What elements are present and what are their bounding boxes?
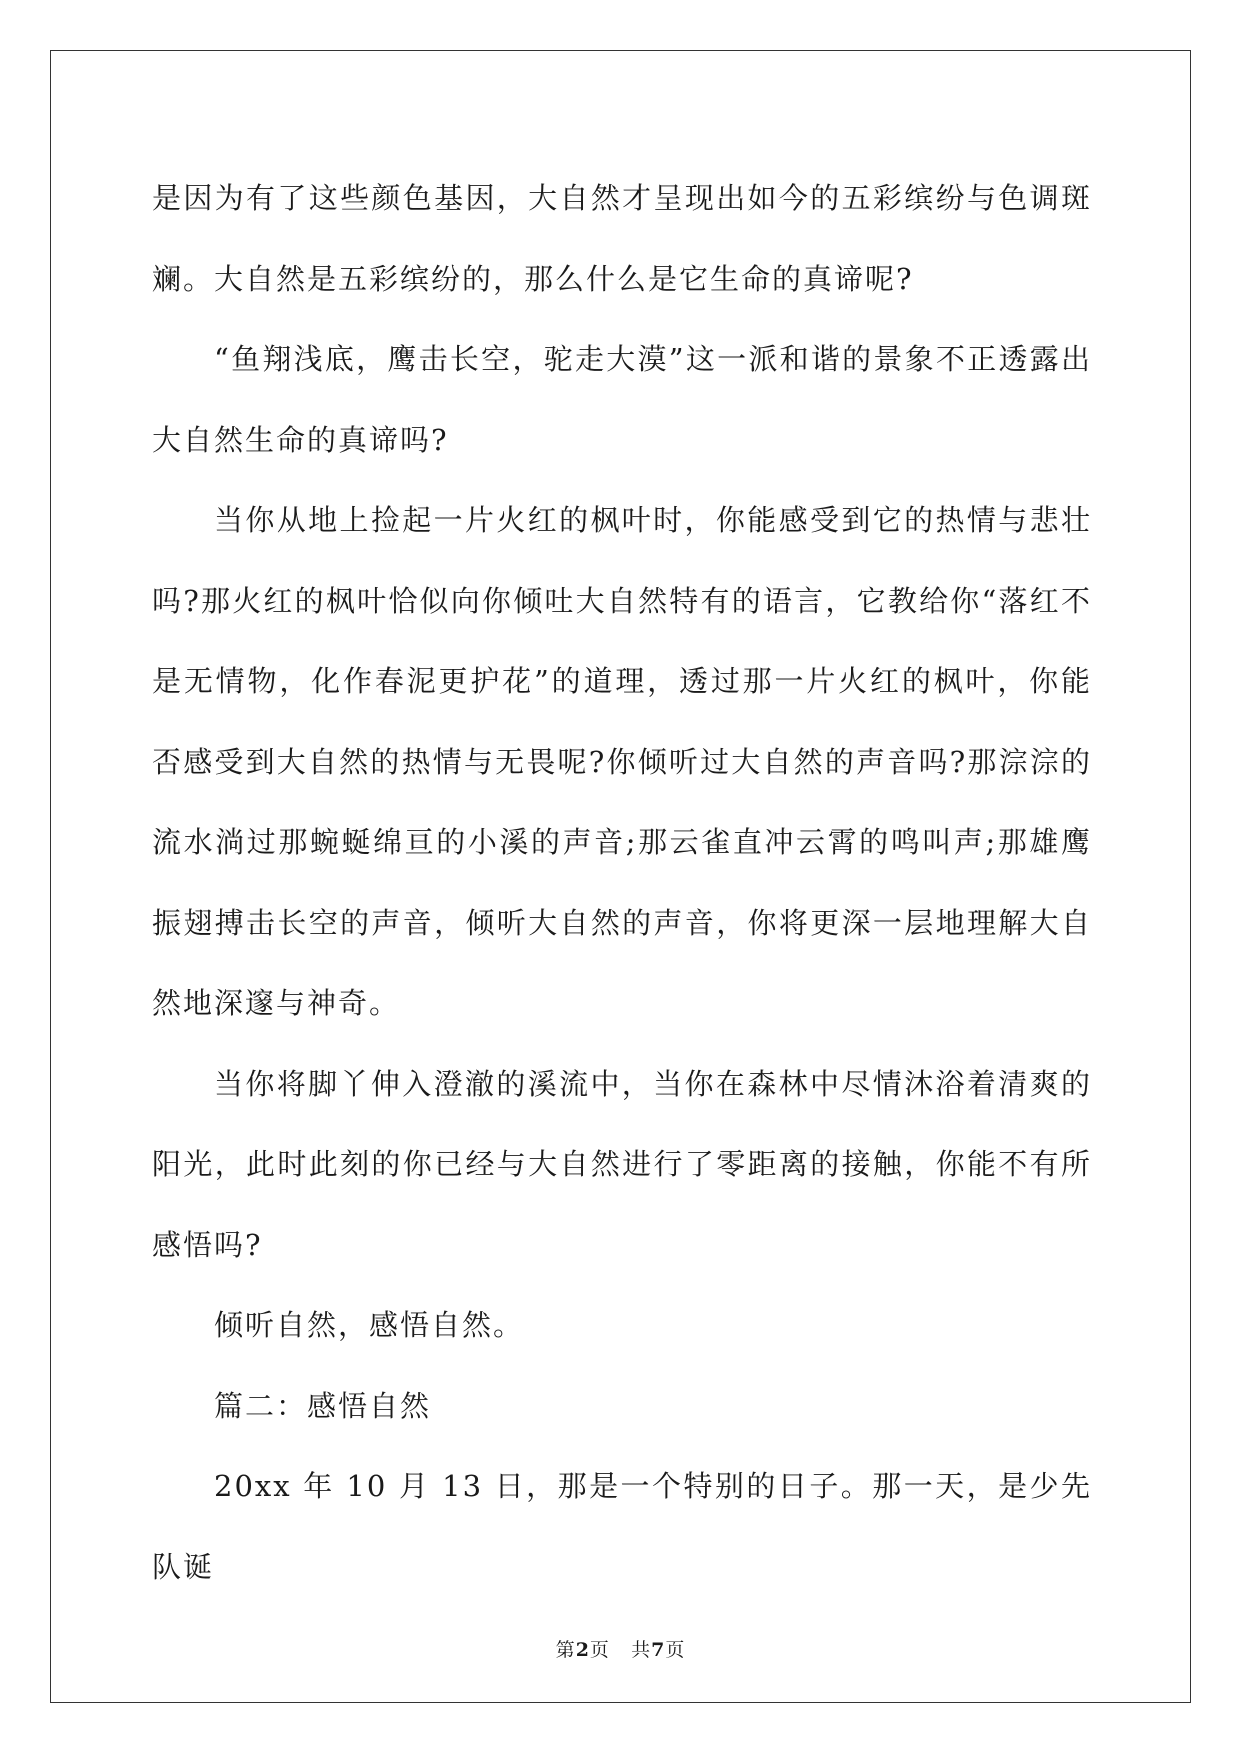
paragraph: “鱼翔浅底，鹰击长空，驼走大漠”这一派和谐的景象不正透露出大自然生命的真谛吗? (152, 342, 1092, 457)
paragraph: 当你将脚丫伸入澄澈的溪流中，当你在森林中尽情沐浴着清爽的阳光，此时此刻的你已经与大自然进行了零距离的接触，你能不有所感悟吗? (152, 1066, 1092, 1262)
page-footer (0, 1635, 1241, 1662)
paragraph: 20xx 年 10 月 13 日，那是一个特别的日子。那一天，是少先队诞 (152, 1469, 1092, 1584)
document-body (152, 158, 1092, 1607)
paragraph: 倾听自然，感悟自然。 (214, 1308, 525, 1342)
total-suffix: 页 (665, 1639, 686, 1661)
page-prefix: 第 (555, 1639, 576, 1661)
paragraph: 是因为有了这些颜色基因，大自然才呈现出如今的五彩缤纷与色调斑斓。大自然是五彩缤纷的，那么什么是它生命的真谛呢? (152, 181, 1092, 296)
page-number: 2 (575, 1639, 590, 1661)
paragraph: 当你从地上捡起一片火红的枫叶时，你能感受到它的热情与悲壮吗?那火红的枫叶恰似向你倾吐大自然特有的语言，它教给你“落红不是无情物，化作春泥更护花”的道理，透过那一片火红的枫叶，你能否感受到大自然的热情与无畏呢?你倾听过大自然的声音吗?那淙淙的流水淌过那蜿蜒绵亘的小溪的声音;那云雀直冲云霄的鸣叫声;那雄鹰振翅搏击长空的声音，倾听大自然的声音，你将更深一层地理解大自然地深邃与神奇。 (152, 503, 1092, 1020)
page-suffix: 页 (589, 1639, 610, 1661)
total-prefix: 共 (631, 1639, 652, 1661)
total-pages: 7 (651, 1639, 666, 1661)
section-heading: 篇二：感悟自然 (214, 1388, 432, 1423)
